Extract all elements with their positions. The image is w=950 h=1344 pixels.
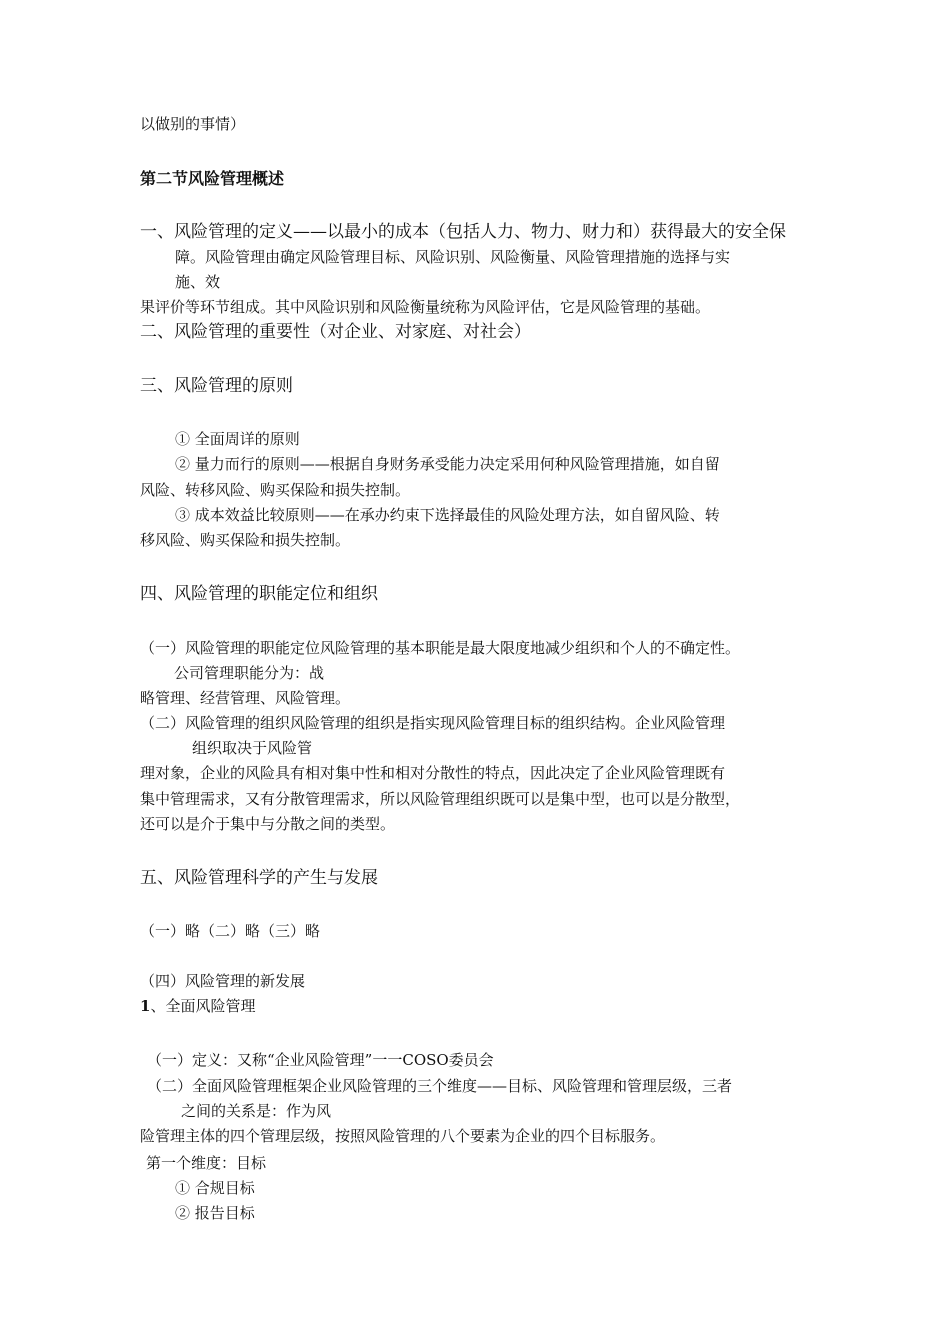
text-line: 移风险、购买保险和损失控制。 xyxy=(140,531,351,549)
text-line: （一）略（二）略（三）略 xyxy=(140,922,321,940)
text-line: 第一个维度：目标 xyxy=(146,1154,267,1172)
list-item: ① 全面周详的原则 xyxy=(175,430,300,448)
text-line: 集中管理需求，又有分散管理需求，所以风险管理组织既可以是集中型，也可以是分散型， xyxy=(140,790,741,808)
subheading: 三、风险管理的原则 xyxy=(140,376,293,396)
text-line: （二）风险管理的组织风险管理的组织是指实现风险管理目标的组织结构。企业风险管理 xyxy=(140,714,726,732)
text-line: （二）全面风险管理框架企业风险管理的三个维度——目标、风险管理和管理层级，三者 xyxy=(147,1077,733,1095)
text-line: 以做别的事情） xyxy=(140,115,246,133)
text-line: 险管理主体的四个管理层级，按照风险管理的八个要素为企业的四个目标服务。 xyxy=(140,1127,666,1145)
text-line: 施、效 xyxy=(175,273,221,291)
section-heading: 第二节风险管理概述 xyxy=(140,169,285,188)
subheading: 五、风险管理科学的产生与发展 xyxy=(140,868,378,888)
text-line: （一）定义：又称“企业风险管理”一一COSO委员会 xyxy=(147,1051,494,1069)
text-line: 一、风险管理的定义——以最小的成本（包括人力、物力、财力和）获得最大的安全保 xyxy=(140,222,786,242)
text-line: （一）风险管理的职能定位风险管理的基本职能是最大限度地减少组织和个人的不确定性。 xyxy=(140,639,741,657)
list-item: ② 报告目标 xyxy=(175,1204,255,1222)
text-line: 二、风险管理的重要性（对企业、对家庭、对社会） xyxy=(140,322,531,342)
list-item: ① 合规目标 xyxy=(175,1179,255,1197)
item-text: 、全面风险管理 xyxy=(150,997,256,1015)
text-line: （四）风险管理的新发展 xyxy=(140,972,306,990)
list-item: ② 量力而行的原则——根据自身财务承受能力决定采用何种风险管理措施，如自留 xyxy=(175,455,720,473)
text-line: 理对象，企业的风险具有相对集中性和相对分散性的特点，因此决定了企业风险管理既有 xyxy=(140,764,726,782)
text-line: 还可以是介于集中与分散之间的类型。 xyxy=(140,815,396,833)
list-item: ③ 成本效益比较原则——在承办约束下选择最佳的风险处理方法，如自留风险、转 xyxy=(175,506,720,524)
text-line: 果评价等环节组成。其中风险识别和风险衡量统称为风险评估，它是风险管理的基础。 xyxy=(140,298,711,316)
item-number: 1 xyxy=(140,997,151,1015)
text-line: 风险、转移风险、购买保险和损失控制。 xyxy=(140,481,411,499)
text-line xyxy=(140,995,255,1017)
text-line: 组织取决于风险管 xyxy=(192,739,313,757)
text-line: 之间的关系是：作为风 xyxy=(181,1102,332,1120)
subheading: 四、风险管理的职能定位和组织 xyxy=(140,584,378,604)
text-line: 障。风险管理由确定风险管理目标、风险识别、风险衡量、风险管理措施的选择与实 xyxy=(175,248,731,266)
text-line: 公司管理职能分为：战 xyxy=(174,664,325,682)
text-line: 略管理、经营管理、风险管理。 xyxy=(140,689,351,707)
